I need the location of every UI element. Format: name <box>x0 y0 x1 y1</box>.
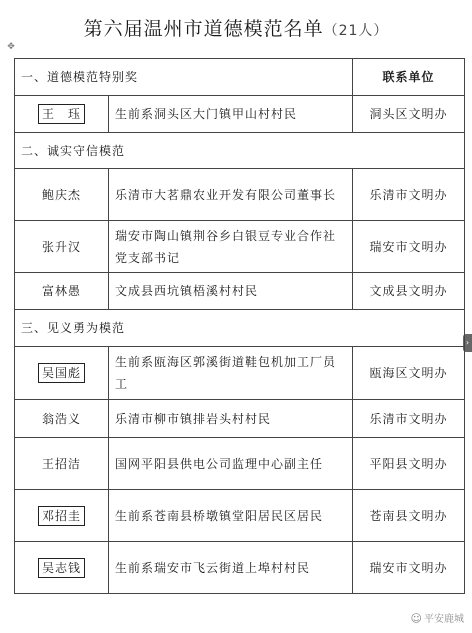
contact-unit: 瓯海区文明办 <box>353 347 465 400</box>
contact-header: 联系单位 <box>353 59 465 96</box>
person-name: 张升汉 <box>15 221 109 273</box>
section-row <box>15 310 465 347</box>
table-row <box>15 542 465 594</box>
person-desc: 瑞安市陶山镇荆谷乡白银豆专业合作社党支部书记 <box>109 221 353 273</box>
page-title <box>0 14 472 41</box>
wechat-logo-icon: ☺ <box>410 612 422 625</box>
contact-unit: 苍南县文明办 <box>353 490 465 542</box>
contact-unit: 乐清市文明办 <box>353 169 465 221</box>
section-row <box>15 133 465 169</box>
person-desc: 国网平阳县供电公司监理中心副主任 <box>109 438 353 490</box>
contact-unit: 文成县文明办 <box>353 273 465 310</box>
person-name-cell <box>15 490 109 542</box>
person-desc: 生前系苍南县桥墩镇堂阳居民区居民 <box>109 490 353 542</box>
person-name-cell <box>15 347 109 400</box>
person-name-cell <box>15 542 109 594</box>
section-heading: 二、诚实守信模范 <box>15 133 465 169</box>
contact-unit: 瑞安市文明办 <box>353 221 465 273</box>
contact-unit: 乐清市文明办 <box>353 400 465 438</box>
person-name: 邓招圭 <box>38 506 85 526</box>
person-name: 王 珏 <box>38 104 85 124</box>
table-row <box>15 347 465 400</box>
table-row <box>15 169 465 221</box>
contact-unit: 瑞安市文明办 <box>353 542 465 594</box>
person-desc: 生前系洞头区大门镇甲山村村民 <box>109 96 353 133</box>
person-name: 鲍庆杰 <box>15 169 109 221</box>
person-name: 王招洁 <box>15 438 109 490</box>
person-desc: 生前系瑞安市飞云街道上埠村村民 <box>109 542 353 594</box>
watermark <box>411 610 464 625</box>
person-name-cell <box>15 96 109 133</box>
table-row <box>15 273 465 310</box>
table-row <box>15 96 465 133</box>
section-heading: 三、见义勇为模范 <box>15 310 465 347</box>
table-row <box>15 438 465 490</box>
table-row <box>15 221 465 273</box>
roster-table <box>14 58 465 594</box>
table-row <box>15 490 465 542</box>
person-desc: 生前系瓯海区郭溪街道鞋包机加工厂员工 <box>109 347 353 400</box>
move-handle-icon[interactable]: ✥ <box>7 42 15 52</box>
section-row <box>15 59 465 96</box>
person-desc: 文成县西坑镇梧溪村村民 <box>109 273 353 310</box>
watermark-text: 平安鹿城 <box>424 614 464 625</box>
person-name: 吴国彪 <box>38 363 85 383</box>
section-heading: 一、道德模范特别奖 <box>15 59 353 96</box>
person-desc: 乐清市柳市镇排岩头村村民 <box>109 400 353 438</box>
person-name: 吴志钱 <box>38 558 85 578</box>
table-row <box>15 400 465 438</box>
person-desc: 乐清市大茗鼎农业开发有限公司董事长 <box>109 169 353 221</box>
person-name: 翁浩义 <box>15 400 109 438</box>
person-name: 富林愚 <box>15 273 109 310</box>
title-count: （21人） <box>323 23 389 39</box>
contact-unit: 洞头区文明办 <box>353 96 465 133</box>
title-text: 第六届温州市道德模范名单 <box>83 18 324 40</box>
expand-tab-icon[interactable]: › <box>463 334 472 352</box>
contact-unit: 平阳县文明办 <box>353 438 465 490</box>
